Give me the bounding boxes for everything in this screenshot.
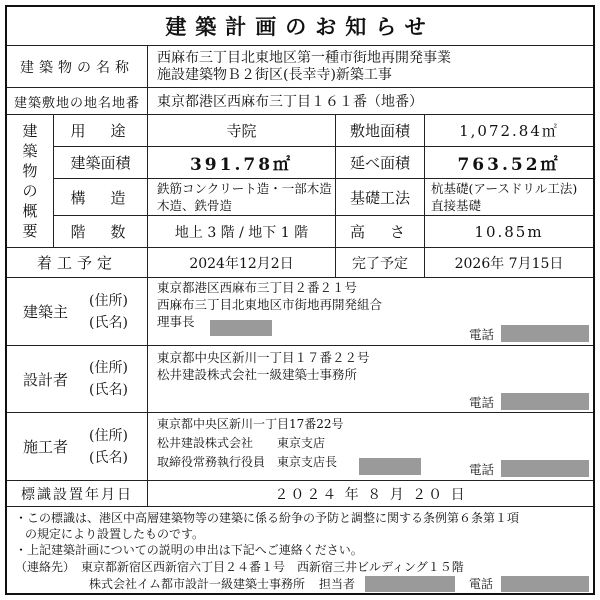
- rule: [147, 45, 148, 114]
- building-name-label: 建築物の名称: [20, 59, 134, 76]
- structure-line: 木造、鉄骨造: [157, 198, 233, 213]
- height-value: 10.85m: [474, 222, 544, 241]
- owner-line: 理事長: [157, 314, 195, 329]
- contractor-line: 東京都中央区新川一丁目17番22号: [157, 417, 344, 431]
- building-name-line: 施設建築物Ｂ２街区(長幸寺)新築工事: [157, 66, 392, 83]
- use-label: 用 途: [70, 122, 131, 140]
- end-value: 2026年 7月15日: [454, 255, 564, 272]
- end-label: 完了予定: [352, 255, 408, 272]
- floors-label: 階 数: [70, 223, 131, 241]
- redacted-name: [210, 320, 272, 336]
- rule: [147, 277, 148, 480]
- floor-area-label: 延べ面積: [349, 154, 410, 172]
- designer-line: 松井建設株式会社一級建築士事務所: [157, 367, 358, 382]
- overview-char: 物: [22, 162, 38, 180]
- foundation-value: [431, 179, 593, 215]
- owner-line: 西麻布三丁目北東地区市街地再開発組合: [157, 297, 383, 312]
- building-name-value: [157, 46, 587, 87]
- overview-group-label: [7, 115, 53, 247]
- foundation-line: 直接基礎: [431, 198, 482, 213]
- redacted-phone: [501, 576, 589, 592]
- use-value: 寺院: [226, 122, 257, 140]
- structure-value: [157, 179, 335, 215]
- start-label: 着工予定: [36, 254, 117, 272]
- construction-notice-sign: [5, 5, 595, 595]
- sign-title: 建築計画のお知らせ: [165, 14, 435, 39]
- designer-phone-label: 電話: [469, 395, 495, 410]
- contact-company: 株式会社イム都市設計一級建築士事務所: [89, 577, 306, 591]
- overview-char: 概: [22, 202, 38, 220]
- redacted-phone: [501, 325, 589, 342]
- overview-char: 築: [22, 142, 38, 160]
- site-area-value: 1,072.84㎡: [459, 122, 559, 140]
- designer-value: [157, 349, 587, 389]
- owner-phone-label: 電話: [469, 327, 495, 342]
- building-area-label: 建築面積: [70, 154, 131, 172]
- floor-area-value: 763.52㎡: [457, 155, 561, 175]
- site-label: 建築敷地の地名地番: [13, 95, 140, 111]
- contact-manager-label: 担当者: [319, 577, 356, 591]
- contractor-phone-label: 電話: [469, 462, 495, 477]
- overview-char: の: [22, 182, 38, 200]
- redacted-phone: [501, 460, 589, 477]
- name-label: (氏名): [89, 314, 128, 331]
- designer-field-labels: [89, 346, 145, 412]
- site-area-label: 敷地面積: [349, 122, 410, 140]
- height-label: 高 さ: [349, 223, 410, 241]
- overview-char: 建: [22, 122, 38, 140]
- structure-label: 構 造: [70, 188, 131, 207]
- owner-label: 建築主: [23, 303, 69, 321]
- note-line: の規定により設置したものです。: [25, 527, 205, 541]
- address-label: (住所): [89, 292, 128, 309]
- redacted-name: [365, 576, 455, 592]
- contact-line: （連絡先） 東京都新宿区西新宿六丁目２４番１号 西新宿三井ビルディング１５階: [15, 560, 464, 574]
- building-name-line: 西麻布三丁目北東地区第一種市街地再開発事業: [157, 49, 451, 66]
- posted-label: 標識設置年月日: [21, 486, 133, 503]
- redacted-name: [359, 458, 421, 475]
- address-label: (住所): [89, 427, 128, 444]
- site-value: 東京都港区西麻布三丁目１６１番（地番）: [157, 94, 423, 110]
- overview-char: 要: [22, 222, 38, 240]
- posted-value: ２０２４ 年 ８ 月 ２０ 日: [274, 486, 467, 503]
- note-line: ・上記建築計画についての説明の申出は下記へご連絡ください。: [15, 543, 363, 557]
- foundation-label: 基礎工法: [349, 188, 410, 207]
- start-value: 2024年12月2日: [189, 255, 294, 272]
- contractor-field-labels: [89, 413, 145, 480]
- contractor-line: 取締役常務執行役員 東京支店長: [157, 455, 338, 469]
- structure-line: 鉄筋コンクリート造・一部木造: [157, 181, 332, 196]
- note-line: ・この標識は、港区中高層建築物等の建築に係る紛争の予防と調整に関する条例第６条第１項: [15, 511, 520, 525]
- contact-phone-label: 電話: [469, 577, 494, 591]
- floors-value: 地上 3 階 / 地下 1 階: [174, 224, 309, 241]
- designer-label: 設計者: [23, 370, 69, 389]
- owner-line: 東京都港区西麻布三丁目２番２１号: [157, 280, 358, 295]
- designer-line: 東京都中央区新川一丁目１７番２２号: [157, 350, 370, 365]
- contractor-line: 松井建設株式会社 東京支店: [157, 436, 326, 450]
- address-label: (住所): [89, 360, 128, 376]
- owner-field-labels: [89, 278, 145, 345]
- name-label: (氏名): [89, 382, 128, 398]
- name-label: (氏名): [89, 449, 128, 466]
- rule: [7, 506, 593, 507]
- contractor-label: 施工者: [23, 438, 69, 456]
- foundation-line: 杭基礎(アースドリル工法): [431, 181, 578, 196]
- building-area-value: 391.78㎡: [189, 155, 294, 175]
- redacted-phone: [501, 393, 589, 410]
